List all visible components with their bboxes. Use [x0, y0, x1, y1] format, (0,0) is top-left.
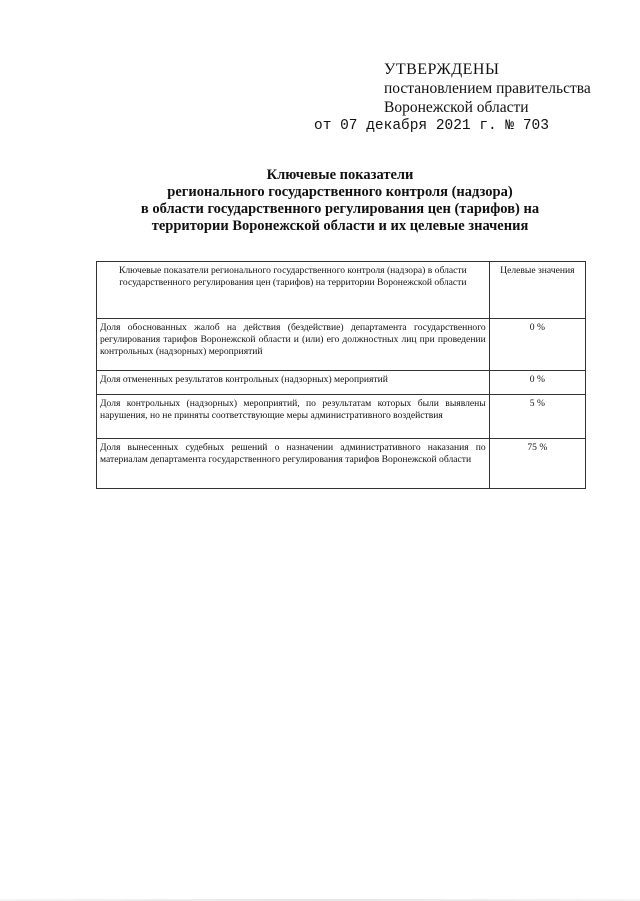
- heading-line-1: Ключевые показатели: [266, 167, 414, 183]
- indicators-table: [96, 261, 586, 489]
- document-date-number: от 07 декабря 2021 г. № 703: [314, 118, 549, 134]
- heading-line-3: в области государственного регулирования цен (тарифов) на: [140, 201, 540, 217]
- indicator-cell: Доля обоснованных жалоб на действия (бездействие) департамента государственного регулирования тарифов Воронежской области и (или) его должностных лиц при проведении контрольных (надзорных) мероприятий: [97, 319, 490, 371]
- approval-line-2: Воронежской области: [384, 99, 529, 116]
- table-row: [97, 439, 586, 489]
- table-row: [97, 395, 586, 439]
- target-cell: 0 %: [489, 371, 585, 395]
- header-indicator: Ключевые показатели регионального государственного контроля (надзора) в области государственного регулирования цен (тарифов) на территории Воронежской области: [97, 262, 490, 319]
- heading-line-4: территории Воронежской области и их целевые значения: [151, 218, 529, 234]
- table-header-row: [97, 262, 586, 319]
- table-row: [97, 371, 586, 395]
- approval-line-1: постановлением правительства: [384, 80, 591, 97]
- target-cell: 75 %: [489, 439, 585, 489]
- document-heading: [130, 167, 550, 235]
- indicator-cell: Доля контрольных (надзорных) мероприятий, по результатам которых были выявлены нарушения, но не приняты соответствующие меры административного воздействия: [97, 395, 490, 439]
- heading-line-2: регионального государственного контроля (надзора): [167, 184, 513, 200]
- indicator-cell: Доля вынесенных судебных решений о назначении административного наказания по материалам департамента государственного регулирования тарифов Воронежской области: [97, 439, 490, 489]
- indicator-cell: Доля отмененных результатов контрольных (надзорных) мероприятий: [97, 371, 490, 395]
- approval-title: УТВЕРЖДЕНЫ: [384, 61, 500, 78]
- target-cell: 0 %: [489, 319, 585, 371]
- table-row: [97, 319, 586, 371]
- target-cell: 5 %: [489, 395, 585, 439]
- header-target: Целевые значения: [489, 262, 585, 319]
- approval-stamp: [314, 60, 591, 134]
